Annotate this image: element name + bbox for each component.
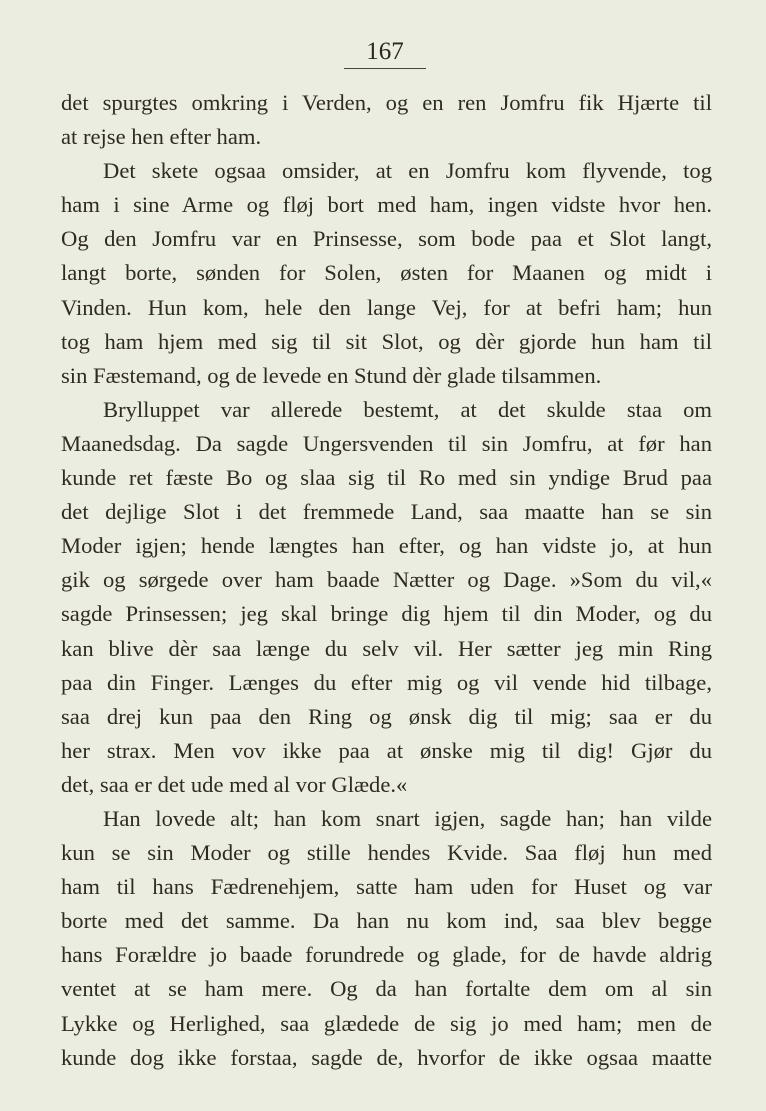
text-line: her strax. Men vov ikke paa at ønske mig til dig! Gjør du — [61, 737, 712, 763]
text-line: kan blive dèr saa længe du selv vil. Her sætter jeg min Ring — [61, 635, 712, 661]
text-line: Maanedsdag. Da sagde Ungersvenden til sin Jomfru, at før han — [61, 430, 712, 456]
text-line: Vinden. Hun kom, hele den lange Vej, for at befri ham; hun — [61, 294, 712, 320]
body-text — [61, 86, 712, 1075]
text-line: Det skete ogsaa omsider, at en Jomfru kom flyvende, tog — [103, 158, 712, 184]
text-line: Og den Jomfru var en Prinsesse, som bode paa et Slot langt, — [61, 226, 712, 252]
text-line: Han lovede alt; han kom snart igjen, sagde han; han vilde — [103, 805, 712, 831]
text-line: saa drej kun paa den Ring og ønsk dig til mig; saa er du — [61, 703, 712, 729]
text-line: gik og sørgede over ham baade Nætter og Dage. »Som du vil,« — [61, 567, 712, 593]
text-line: det dejlige Slot i det fremmede Land, saa maatte han se sin — [61, 499, 712, 525]
text-line: ham til hans Fædrenehjem, satte ham uden for Huset og var — [61, 874, 712, 900]
text-line: kun se sin Moder og stille hendes Kvide. Saa fløj hun med — [61, 840, 712, 866]
text-line: Lykke og Herlighed, saa glædede de sig jo med ham; men de — [61, 1010, 712, 1036]
text-line: borte med det samme. Da han nu kom ind, saa blev begge — [61, 908, 712, 934]
text-line: ham i sine Arme og fløj bort med ham, ingen vidste hvor hen. — [61, 192, 712, 218]
text-line: at rejse hen efter ham. — [61, 124, 262, 150]
text-line: kunde ret fæste Bo og slaa sig til Ro med sin yndige Brud paa — [61, 465, 712, 491]
text-line: langt borte, sønden for Solen, østen for Maanen og midt i — [61, 260, 712, 286]
text-line: hans Forældre jo baade forundrede og glade, for de havde aldrig — [61, 942, 712, 968]
text-line: paa din Finger. Længes du efter mig og vil vende hid tilbage, — [61, 669, 712, 695]
text-line: det spurgtes omkring i Verden, og en ren Jomfru fik Hjærte til — [61, 90, 712, 115]
text-line: tog ham hjem med sig til sit Slot, og dèr gjorde hun ham til — [61, 328, 712, 354]
text-line: det, saa er det ude med al vor Glæde.« — [61, 771, 408, 797]
text-line: sagde Prinsessen; jeg skal bringe dig hjem til din Moder, og du — [61, 601, 712, 627]
text-line: Brylluppet var allerede bestemt, at det skulde staa om — [103, 396, 712, 422]
page-number: 167 — [344, 38, 426, 69]
text-line: kunde dog ikke forstaa, sagde de, hvorfor de ikke ogsaa maatte — [61, 1044, 712, 1070]
text-line: sin Fæstemand, og de levede en Stund dèr glade tilsammen. — [61, 362, 602, 388]
text-line: Moder igjen; hende længtes han efter, og han vidste jo, at hun — [61, 533, 712, 559]
text-line: ventet at se ham mere. Og da han fortalte dem om al sin — [61, 976, 712, 1002]
